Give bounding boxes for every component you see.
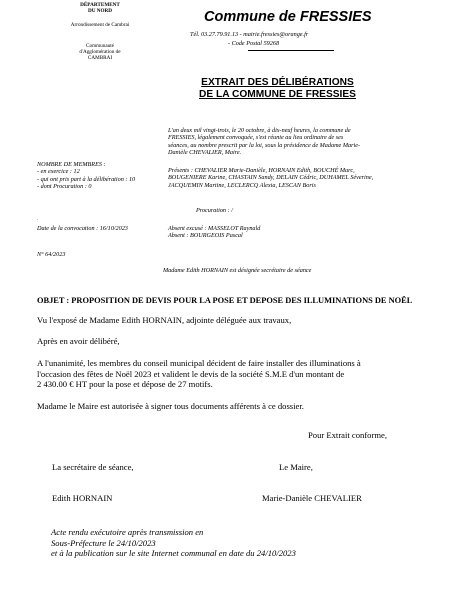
absent-line: Absent excusé : MASSELOT Raynald bbox=[168, 225, 261, 232]
body-para-2: Après en avoir délibéré, bbox=[37, 336, 120, 346]
deliberation-number: N° 64/2023 bbox=[37, 251, 66, 258]
members-line: - en exercice : 12 bbox=[37, 168, 80, 176]
header-rule bbox=[248, 50, 334, 51]
body-line: A l'unanimité, les membres du conseil municipal décident de faire installer des illuminations à bbox=[37, 358, 361, 368]
department-label: DÉPARTEMENT DU NORD bbox=[80, 2, 120, 15]
intro-line: séances, au nombre prescrit par la loi, sous la présidence de Madame Marie- bbox=[168, 141, 361, 149]
dot-marker: . bbox=[37, 216, 39, 222]
title-line-1: EXTRAIT DES DÉLIBÉRATIONS bbox=[201, 77, 354, 88]
body-line: 2 430.00 € HT pour la pose et dépose de 27 motifs. bbox=[37, 379, 213, 390]
footer-note bbox=[51, 527, 411, 559]
members-line: - dont Procuration : 0 bbox=[37, 183, 92, 191]
presents-line: Présents : CHEVALIER Marie-Danièle, HORNAIN Edith, BOUCHÉ Marc, bbox=[168, 167, 355, 174]
secretary-label: La secrétaire de séance, bbox=[52, 462, 134, 472]
body-para-3 bbox=[37, 358, 417, 390]
intro-line: L'an deux mil vingt-trois, le 20 octobre, à dix-neuf heures, la commune de bbox=[168, 127, 351, 134]
mayor-label: Le Maire, bbox=[279, 462, 313, 472]
intro-paragraph bbox=[168, 127, 393, 157]
absent-line: Absent : BOURGEOIS Pascal bbox=[168, 232, 243, 240]
presents-line: JACQUEMIN Martine, LECLERCQ Alexia, LESCAN Boris bbox=[168, 181, 316, 189]
convocation-date: Date de la convocation : 16/10/2023 bbox=[37, 225, 128, 232]
intro-line: Danièle CHEVALIER, Maire. bbox=[168, 149, 242, 157]
intro-line: FRESSIES, légalement convoquée, s'est réunie au lieu ordinaire de ses bbox=[168, 134, 344, 142]
secretary-designation: Madame Edith HORNAIN est désignée secrétaire de séance bbox=[163, 267, 312, 274]
members-heading: NOMBRE DE MEMBRES : bbox=[37, 161, 106, 168]
footer-line: et à la publication sur le site Internet communal en date du 24/10/2023 bbox=[51, 548, 296, 559]
footer-line: Sous-Préfecture le 24/10/2023 bbox=[51, 537, 156, 548]
commune-postal: - Code Postal 59268 bbox=[228, 40, 280, 47]
procuration-text: Procuration : / bbox=[196, 207, 233, 214]
footer-line: Acte rendu exécutoire après transmission en bbox=[51, 527, 204, 537]
commune-contact: Tél. 03.27.79.91.13 - mairie.fressies@orange.fr bbox=[190, 31, 309, 38]
commune-name: Commune de FRESSIES bbox=[204, 9, 372, 25]
body-line: l'occasion des fêtes de Noël 2023 et valident le devis de la société S.M.E d'un montant de bbox=[37, 368, 345, 379]
body-para-1: Vu l'exposé de Madame Edith HORNAIN, adjointe déléguée aux travaux, bbox=[37, 315, 292, 325]
mayor-name: Marie-Danièle CHEVALIER bbox=[262, 493, 362, 503]
secretary-name: Edith HORNAIN bbox=[52, 493, 113, 503]
members-block bbox=[37, 161, 167, 191]
body-para-4: Madame le Maire est autorisée à signer tous documents afférents à ce dossier. bbox=[37, 401, 304, 411]
arrondissement-label: Arrondissement de Cambrai bbox=[70, 22, 130, 28]
title-line-2: DE LA COMMUNE DE FRESSIES bbox=[199, 88, 356, 100]
members-line: - qui ont pris part à la délibération : 10 bbox=[37, 175, 136, 183]
communaute-label: Communauté d'Agglomération de CAMBRAI bbox=[79, 43, 121, 62]
absents-block bbox=[168, 225, 368, 240]
presents-block bbox=[168, 167, 400, 189]
pour-extrait-conforme: Pour Extrait conforme, bbox=[308, 430, 387, 440]
page-title bbox=[170, 77, 385, 100]
objet-heading: OBJET : PROPOSITION DE DEVIS POUR LA POSE ET DEPOSE DES ILLUMINATIONS DE NOËL bbox=[37, 296, 413, 305]
presents-line: BOUGENIERE Karine, CHASTAIN Sandy, DELAIN Cédric, DUHAMEL Séverine, bbox=[168, 174, 374, 182]
